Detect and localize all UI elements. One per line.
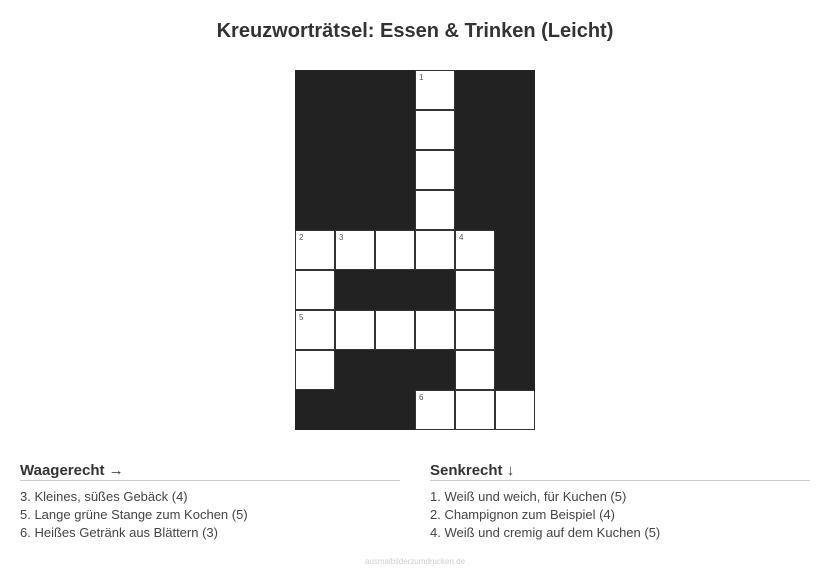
crossword-cell[interactable] (495, 390, 535, 430)
crossword-cell[interactable] (295, 270, 335, 310)
page-title: Kreuzworträtsel: Essen & Trinken (Leicht) (216, 20, 614, 42)
crossword-cell[interactable] (415, 230, 455, 270)
down-clue: 2. Champignon zum Beispiel (4) (430, 507, 615, 522)
down-clue-list (430, 488, 810, 542)
crossword-cell[interactable] (415, 390, 455, 430)
crossword-cell[interactable] (455, 230, 495, 270)
across-clues (20, 462, 400, 542)
crossword-cell[interactable] (415, 310, 455, 350)
down-heading: Senkrecht ↓ (430, 462, 810, 481)
crossword-grid (295, 70, 535, 430)
crossword-cell[interactable] (295, 230, 335, 270)
crossword-cell[interactable] (415, 110, 455, 150)
crossword-cell[interactable] (455, 270, 495, 310)
clue-number: 2 (299, 233, 304, 242)
crossword-cell[interactable] (295, 310, 335, 350)
across-clue: 3. Kleines, süßes Gebäck (4) (20, 489, 188, 504)
crossword-cell[interactable] (415, 70, 455, 110)
across-clue: 5. Lange grüne Stange zum Kochen (5) (20, 507, 248, 522)
crossword-cell[interactable] (375, 310, 415, 350)
down-clue: 1. Weiß und weich, für Kuchen (5) (430, 489, 627, 504)
crossword-cell[interactable] (295, 350, 335, 390)
crossword-cell[interactable] (375, 230, 415, 270)
crossword-cell[interactable] (415, 190, 455, 230)
clue-number: 5 (299, 313, 304, 322)
down-clues (430, 462, 810, 542)
crossword-cell[interactable] (335, 230, 375, 270)
site-credit: ausmalbilderzumdrucken.de (364, 557, 466, 566)
clue-number: 3 (339, 233, 344, 242)
across-clue-list (20, 488, 400, 542)
clue-number: 6 (419, 393, 424, 402)
across-heading: Waagerecht → (20, 462, 400, 481)
crossword-cell[interactable] (455, 350, 495, 390)
crossword-cell[interactable] (335, 310, 375, 350)
clue-number: 4 (459, 233, 464, 242)
crossword-cell[interactable] (455, 310, 495, 350)
crossword-cell[interactable] (415, 150, 455, 190)
crossword-cell[interactable] (455, 390, 495, 430)
down-clue: 4. Weiß und cremig auf dem Kuchen (5) (430, 525, 661, 540)
clue-number: 1 (419, 73, 424, 82)
across-clue: 6. Heißes Getränk aus Blättern (3) (20, 525, 218, 540)
